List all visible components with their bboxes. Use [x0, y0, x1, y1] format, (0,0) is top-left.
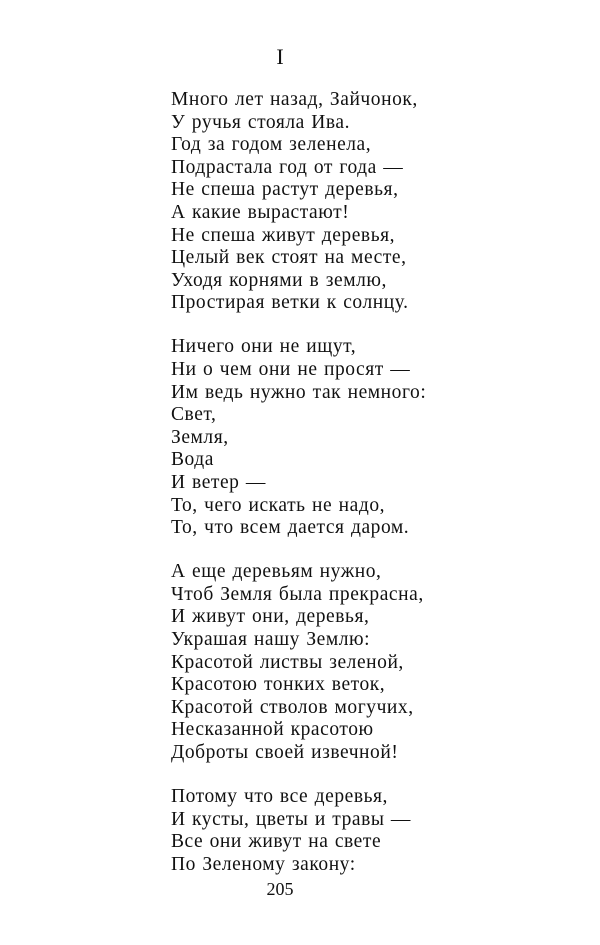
poem-line: Вода	[171, 449, 214, 471]
poem-line: И кусты, цветы и травы —	[171, 808, 411, 830]
poem-line: Ничего они не ищут,	[171, 336, 357, 358]
poem-line: Несказанной красотою	[171, 719, 374, 741]
poem-line: Не спеша живут деревья,	[171, 224, 396, 246]
poem-line: Подрастала год от года —	[171, 156, 404, 178]
stanza-2	[171, 336, 531, 539]
poem-line: То, чего искать не надо,	[171, 494, 386, 516]
poem-line: То, что всем дается даром.	[171, 517, 410, 539]
poem-line: Потому что все деревья,	[171, 786, 388, 808]
poem-line: Им ведь нужно так немного:	[171, 381, 427, 403]
poem-line: Ни о чем они не просят —	[171, 359, 411, 381]
poem-line: Все они живут на свете	[171, 831, 382, 853]
poem-line: У ручья стояла Ива.	[171, 111, 351, 133]
poem-line: Год за годом зеленела,	[171, 134, 372, 156]
poem-line: Украшая нашу Землю:	[171, 629, 371, 651]
poem-line: А еще деревьям нужно,	[171, 561, 382, 583]
poem-line: Красотой листвы зеленой,	[171, 651, 404, 673]
stanza-1	[171, 89, 531, 315]
poem-line: Простирая ветки к солнцу.	[171, 292, 409, 314]
chapter-number: I	[276, 44, 284, 69]
poem-line: Красотою тонких веток,	[171, 674, 386, 696]
poem-line: Земля,	[171, 426, 229, 448]
poem-line: А какие вырастают!	[171, 201, 350, 223]
poem-line: Много лет назад, Зайчонок,	[171, 89, 418, 110]
poem-line: Не спеша растут деревья,	[171, 179, 399, 201]
page-number: 205	[266, 879, 294, 899]
poem	[171, 89, 531, 898]
poem-line: Красотой стволов могучих,	[171, 696, 414, 718]
poem-line: И живут они, деревья,	[171, 606, 370, 628]
poem-line: И ветер —	[171, 472, 266, 493]
poem-line: Чтоб Земля была прекрасна,	[171, 583, 424, 605]
poem-line: По Зеленому закону:	[171, 853, 356, 875]
poem-line: Свет,	[171, 404, 217, 426]
poem-line: Доброты своей извечной!	[171, 742, 399, 764]
stanza-4	[171, 786, 531, 876]
stanza-3	[171, 561, 531, 764]
poem-line: Уходя корнями в землю,	[171, 269, 387, 291]
poem-line: Целый век стоят на месте,	[171, 247, 407, 269]
